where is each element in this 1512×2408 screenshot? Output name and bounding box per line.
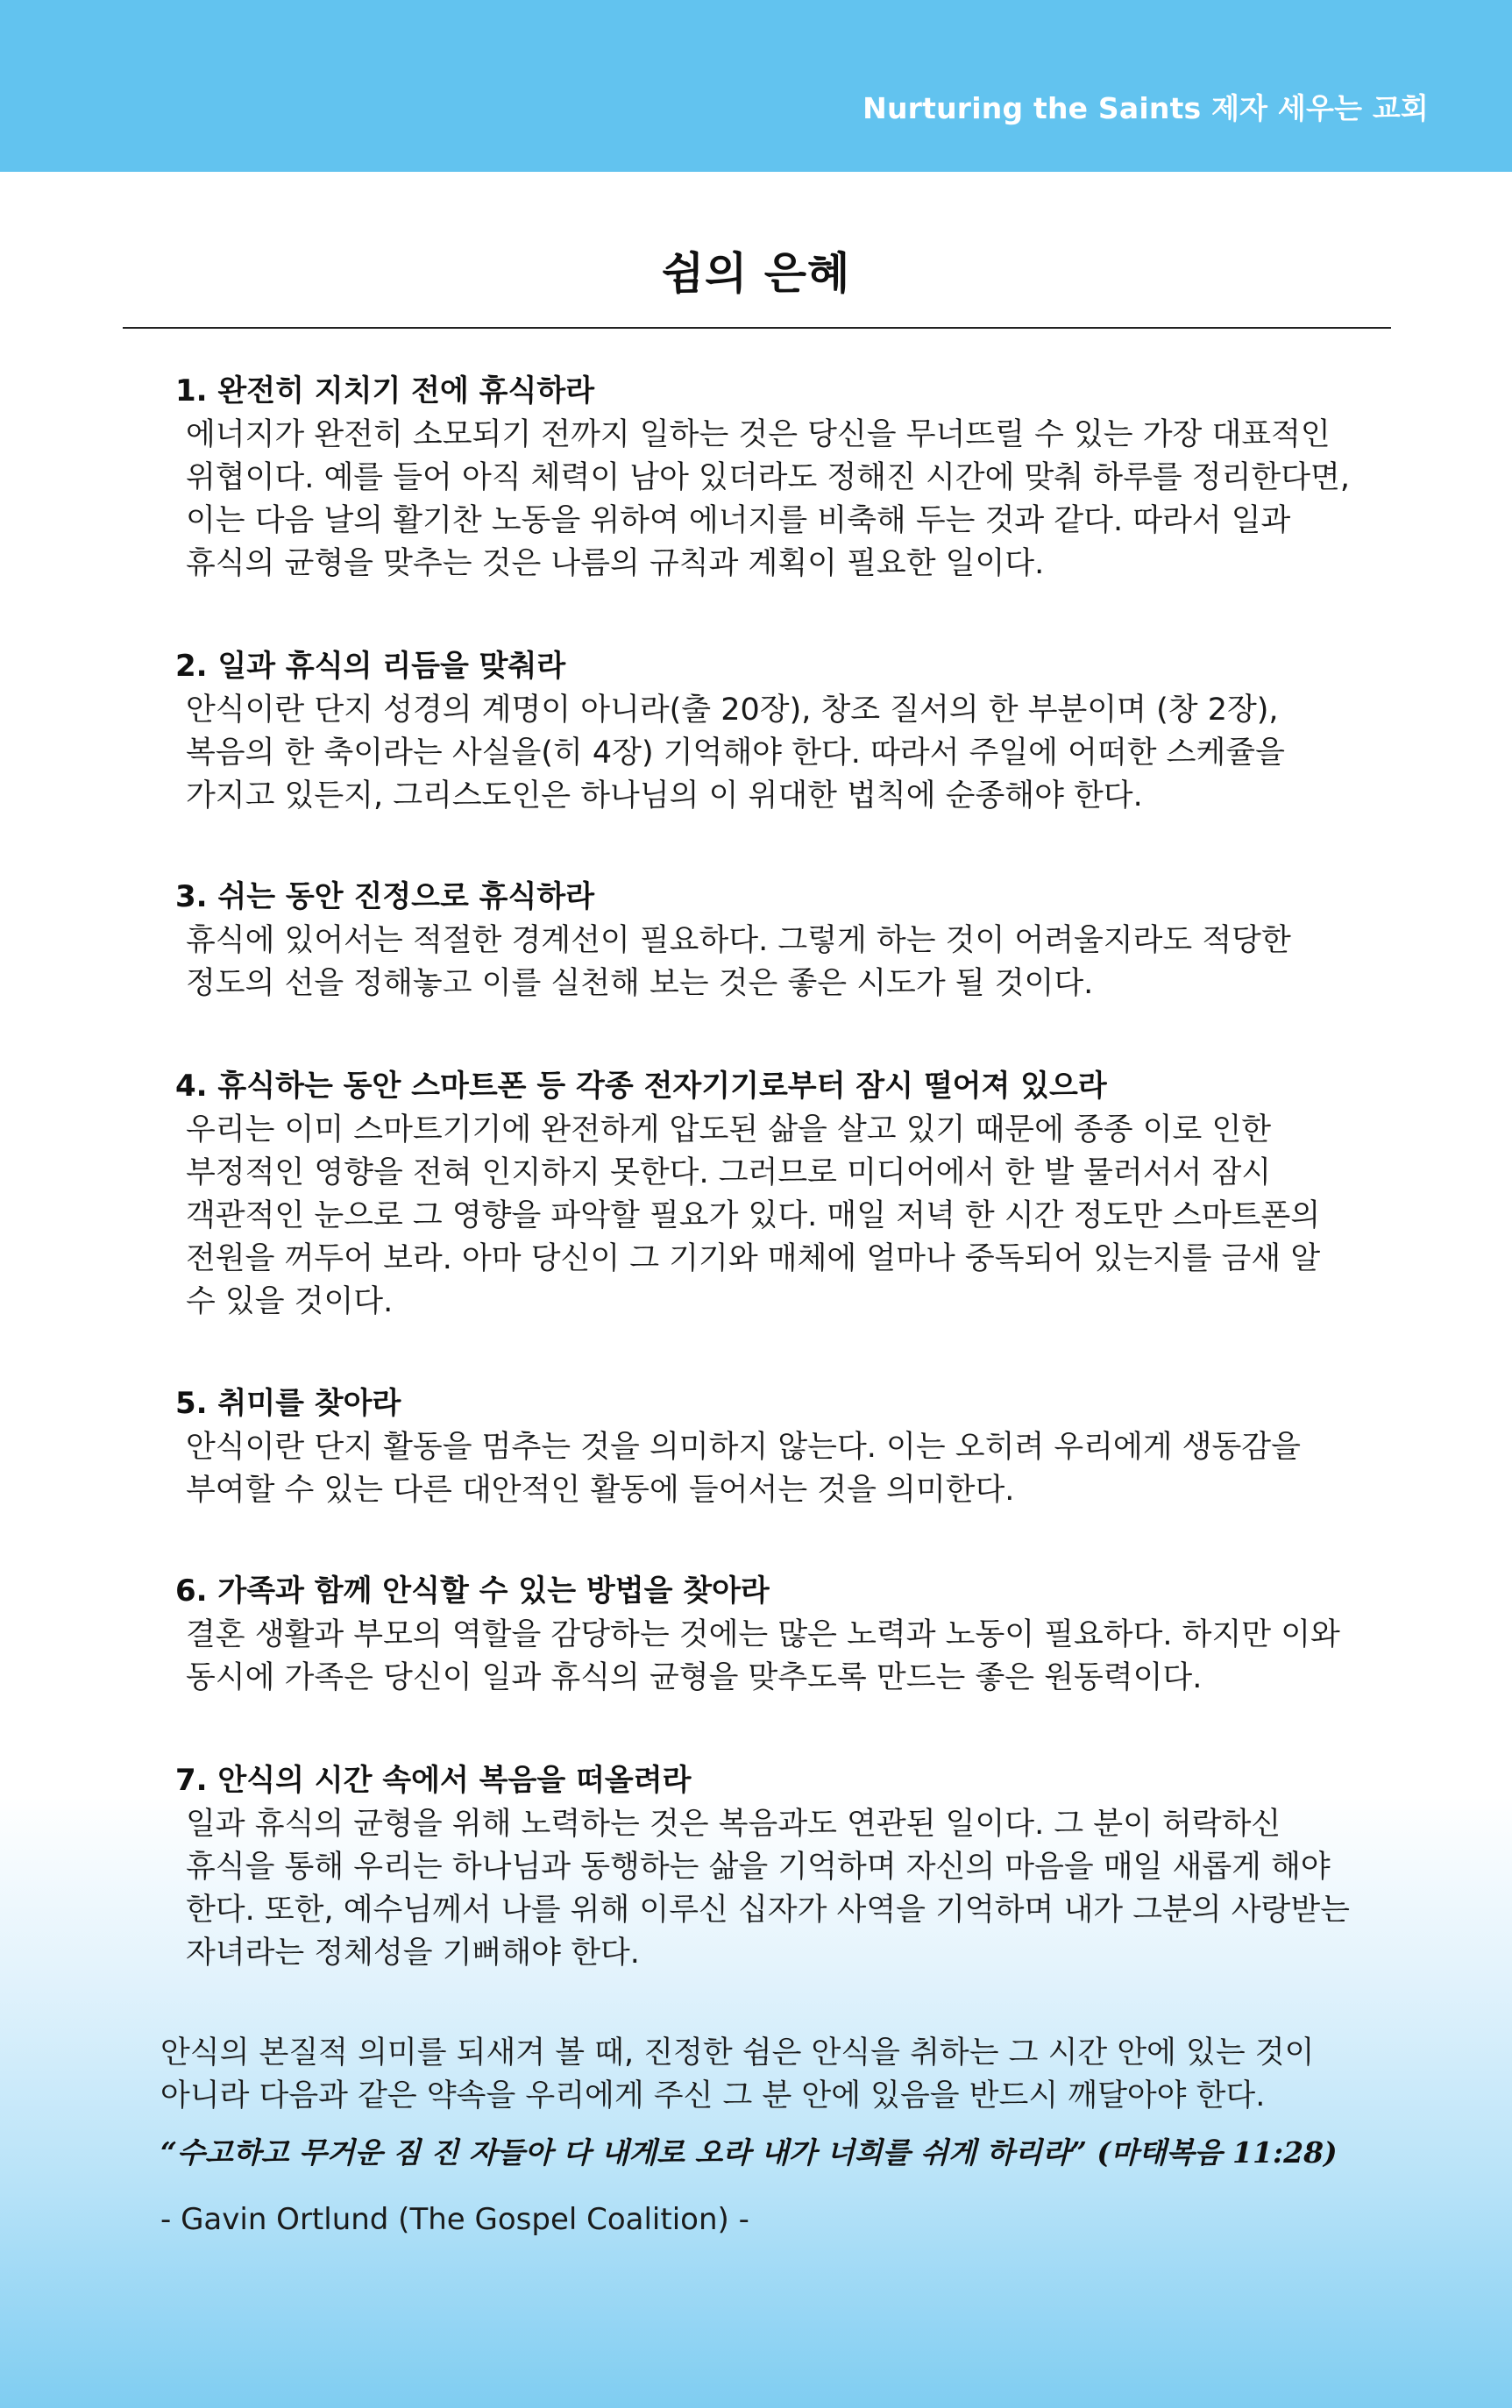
closing-line: 안식의 본질적 의미를 되새겨 볼 때, 진정한 쉼은 안식을 취하는 그 시간 안에 있는 것이 (160, 2035, 1315, 2071)
body-line: 에너지가 완전히 소모되기 전까지 일하는 것은 당신을 무너뜨릴 수 있는 가장 대표적인 (186, 417, 1331, 452)
section-1 (175, 368, 1402, 586)
section-heading: 6. 가족과 함께 안식할 수 있는 방법을 찾아라 (175, 1573, 770, 1609)
section-heading: 2. 일과 휴식의 리듬을 맞춰라 (175, 649, 566, 684)
body-line: 안식이란 단지 성경의 계명이 아니라(출 20장), 창조 질서의 한 부분이며 (창 2장), (186, 693, 1279, 728)
closing-line: 아니라 다음과 같은 약속을 우리에게 주신 그 분 안에 있음을 반드시 깨달아야 한다. (160, 2078, 1266, 2113)
body-line: 우리는 이미 스마트기기에 완전하게 압도된 삶을 살고 있기 때문에 종종 이로 인한 (186, 1112, 1272, 1147)
section-heading: 3. 쉬는 동안 진정으로 휴식하라 (175, 879, 595, 914)
section-2 (175, 643, 1402, 818)
body-line: 부정적인 영향을 전혀 인지하지 못한다. 그러므로 미디어에서 한 발 물러서서 잠시 (186, 1155, 1272, 1190)
body-line: 수 있을 것이다. (186, 1284, 394, 1319)
closing-paragraph (160, 2032, 1405, 2118)
body-line: 정도의 선을 정해놓고 이를 실천해 보는 것은 좋은 시도가 될 것이다. (186, 966, 1094, 1001)
body-line: 객관적인 눈으로 그 영향을 파악할 필요가 있다. 매일 저녁 한 시간 정도만 스마트폰의 (186, 1198, 1321, 1233)
section-4 (175, 1063, 1402, 1324)
body-line: 복음의 한 축이라는 사실을(히 4장) 기억해야 한다. 따라서 주일에 어떠한 스케쥴을 (186, 735, 1285, 771)
body-line: 동시에 가족은 당신이 일과 휴식의 균형을 맞추도록 만드는 좋은 원동력이다. (186, 1660, 1203, 1695)
body-line: 휴식에 있어서는 적절한 경계선이 필요하다. 그렇게 하는 것이 어려울지라도 적당한 (186, 923, 1291, 958)
body-line: 전원을 꺼두어 보라. 아마 당신이 그 기기와 매체에 얼마나 중독되어 있는지를 금새 알 (186, 1241, 1321, 1276)
section-body (186, 414, 1402, 586)
section-heading: 5. 취미를 찾아라 (175, 1386, 401, 1421)
body-line: 부여할 수 있는 다른 대안적인 활동에 들어서는 것을 의미한다. (186, 1473, 1015, 1508)
body-line: 가지고 있든지, 그리스도인은 하나님의 이 위대한 법칙에 순종해야 한다. (186, 778, 1143, 813)
section-6 (175, 1568, 1402, 1700)
section-7 (175, 1758, 1402, 1975)
body-line: 자녀라는 정체성을 기뻐해야 한다. (186, 1936, 640, 1971)
section-3 (175, 874, 1402, 1005)
scripture-quote: “수고하고 무거운 짐 진 자들아 다 내게로 오라 내가 너희를 쉬게 하리라” (마태복음 11:28) (160, 2135, 1338, 2170)
section-5 (175, 1381, 1402, 1512)
body-line: 이는 다음 날의 활기찬 노동을 위하여 에너지를 비축해 두는 것과 같다. 따라서 일과 (186, 503, 1291, 538)
section-body (186, 1109, 1402, 1324)
header-tagline: Nurturing the Saints 제자 세우는 교회 (862, 91, 1429, 125)
section-heading: 4. 휴식하는 동안 스마트폰 등 각종 전자기기로부터 잠시 떨어져 있으라 (175, 1069, 1107, 1104)
body-line: 결혼 생활과 부모의 역할을 감당하는 것에는 많은 노력과 노동이 필요하다. 하지만 이와 (186, 1617, 1340, 1652)
section-body (186, 1803, 1402, 1975)
body-line: 일과 휴식의 균형을 위해 노력하는 것은 복음과도 연관된 일이다. 그 분이 허락하신 (186, 1807, 1281, 1842)
section-body (186, 689, 1402, 818)
page-title: 쉼의 은혜 (661, 248, 851, 299)
body-line: 안식이란 단지 활동을 멈추는 것을 의미하지 않는다. 이는 오히려 우리에게 생동감을 (186, 1430, 1301, 1465)
section-body (186, 1426, 1402, 1512)
section-heading: 1. 완전히 지치기 전에 휴식하라 (175, 373, 595, 408)
title-divider (123, 327, 1391, 329)
header-band (0, 0, 1512, 172)
body-line: 휴식의 균형을 맞추는 것은 나름의 규칙과 계획이 필요한 일이다. (186, 546, 1045, 581)
body-line: 휴식을 통해 우리는 하나님과 동행하는 삶을 기억하며 자신의 마음을 매일 새롭게 해야 (186, 1850, 1331, 1885)
body-line: 위협이다. 예를 들어 아직 체력이 남아 있더라도 정해진 시간에 맞춰 하루를 정리한다면, (186, 460, 1350, 495)
body-line: 한다. 또한, 예수님께서 나를 위해 이루신 십자가 사역을 기억하며 내가 그분의 사랑받는 (186, 1893, 1350, 1928)
section-heading: 7. 안식의 시간 속에서 복음을 떠올려라 (175, 1763, 692, 1798)
attribution: - Gavin Ortlund (The Gospel Coalition) - (160, 2202, 749, 2237)
section-body (186, 920, 1402, 1005)
section-body (186, 1614, 1402, 1700)
